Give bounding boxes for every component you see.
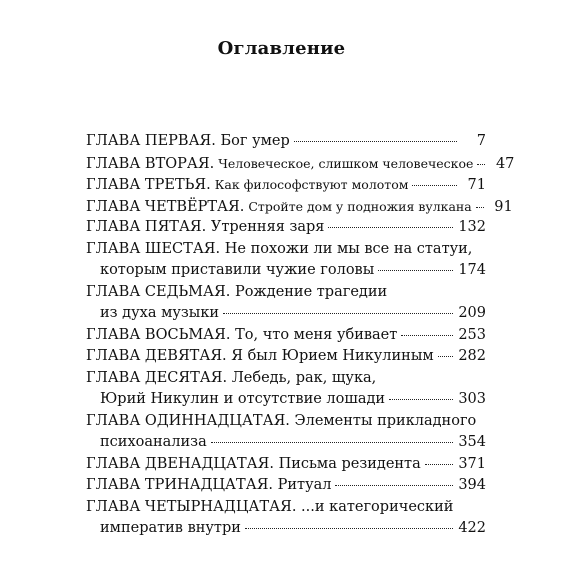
- toc-heading-continuation: [86, 303, 219, 325]
- toc-line: [86, 497, 486, 519]
- chapter-title: Письма резидента: [278, 455, 421, 472]
- toc-entry: [86, 282, 486, 325]
- dot-leader: [389, 398, 453, 400]
- toc-entry: [86, 497, 486, 540]
- chapter-label: ГЛАВА ЧЕТВЁРТАЯ.: [86, 198, 245, 215]
- chapter-label: ГЛАВА ДВЕНАДЦАТАЯ.: [86, 455, 274, 472]
- toc-entry: [86, 131, 486, 153]
- dot-leader: [223, 312, 453, 314]
- chapter-title: психоанализа: [100, 434, 207, 450]
- chapter-label: ГЛАВА ТРЕТЬЯ.: [86, 177, 211, 193]
- toc-heading: [86, 131, 290, 153]
- chapter-title: Стройте дом у подножия вулкана: [248, 198, 472, 214]
- page-number: 132: [458, 219, 486, 235]
- chapter-title: Элементы прикладного: [294, 412, 477, 429]
- chapter-title: Бог умер: [220, 133, 290, 149]
- toc-line: [86, 389, 486, 411]
- toc-entry: [86, 475, 486, 497]
- page-number: 371: [458, 455, 486, 472]
- toc-line: [86, 454, 486, 476]
- page-number: 253: [458, 326, 486, 343]
- toc-entry: [86, 411, 486, 454]
- chapter-title: Утренняя заря: [210, 219, 325, 235]
- chapter-label: ГЛАВА ВТОРАЯ.: [86, 155, 215, 172]
- toc-line: [86, 432, 486, 454]
- dot-leader: [477, 163, 485, 165]
- chapter-title: Я был Юрием Никулиным: [231, 348, 434, 364]
- toc-line: [86, 346, 486, 368]
- toc-entry: [86, 196, 513, 218]
- toc-heading-continuation: [86, 432, 207, 454]
- chapter-title: которым приставили чужие головы: [100, 262, 375, 278]
- page-number: 7: [476, 133, 486, 149]
- toc-heading: [86, 497, 453, 519]
- toc-entry: [86, 239, 486, 282]
- toc-entry: [86, 153, 515, 175]
- chapter-title: Как философствуют молотом: [214, 177, 409, 192]
- chapter-title: императив внутри: [100, 520, 241, 536]
- chapter-title: Человеческое, слишком человеческое: [218, 155, 474, 171]
- chapter-title: ...и категорический: [301, 498, 454, 515]
- chapter-label: ГЛАВА ТРИНАДЦАТАЯ.: [86, 477, 274, 493]
- page-number: 394: [458, 477, 486, 493]
- toc-entry: [86, 454, 486, 476]
- toc-heading: [86, 217, 324, 239]
- dot-leader: [401, 334, 453, 336]
- toc-heading: [86, 368, 376, 390]
- chapter-title: Рождение трагедии: [234, 283, 388, 300]
- table-of-contents: [86, 131, 515, 540]
- chapter-label: ГЛАВА ДЕСЯТАЯ.: [86, 369, 228, 386]
- toc-line: [86, 282, 486, 304]
- toc-line: [86, 174, 486, 196]
- dot-leader: [425, 463, 454, 465]
- page-number: 71: [467, 177, 486, 193]
- toc-heading-continuation: [86, 260, 374, 282]
- dot-leader: [335, 484, 453, 486]
- dot-leader: [211, 441, 454, 443]
- toc-line: [86, 131, 486, 153]
- page-number: 91: [494, 198, 513, 215]
- toc-line: [86, 518, 486, 540]
- toc-line: [86, 196, 513, 218]
- dot-leader: [328, 226, 453, 228]
- toc-entry: [86, 368, 486, 411]
- toc-heading-continuation: [86, 389, 385, 411]
- dot-leader: [245, 527, 453, 529]
- toc-entry: [86, 346, 486, 368]
- toc-line: [86, 303, 486, 325]
- chapter-title: То, что меня убивает: [235, 326, 398, 343]
- chapter-title: Юрий Никулин и отсутствие лошади: [100, 391, 386, 407]
- page-number: 209: [458, 305, 486, 321]
- toc-line: [86, 153, 515, 175]
- toc-heading: [86, 411, 476, 433]
- toc-line: [86, 239, 486, 261]
- toc-line: [86, 411, 486, 433]
- toc-heading: [86, 454, 421, 476]
- dot-leader: [412, 184, 457, 186]
- toc-entry: [86, 217, 486, 239]
- dot-leader: [378, 269, 453, 271]
- toc-line: [86, 260, 486, 282]
- chapter-label: ГЛАВА ДЕВЯТАЯ.: [86, 348, 227, 364]
- chapter-label: ГЛАВА ПЯТАЯ.: [86, 219, 207, 235]
- chapter-title: Лебедь, рак, щука,: [231, 369, 377, 386]
- toc-line: [86, 475, 486, 497]
- chapter-label: ГЛАВА ОДИННАДЦАТАЯ.: [86, 412, 290, 429]
- toc-heading: [86, 196, 472, 219]
- toc-heading: [86, 239, 472, 261]
- page-number: 174: [458, 262, 486, 278]
- page-title: Оглавление: [217, 38, 346, 59]
- page-number: 282: [458, 348, 486, 364]
- toc-entry: [86, 174, 486, 196]
- chapter-label: ГЛАВА ВОСЬМАЯ.: [86, 326, 231, 343]
- toc-heading: [86, 475, 331, 497]
- page-number: 303: [458, 391, 486, 407]
- toc-heading: [86, 325, 397, 347]
- toc-line: [86, 368, 486, 390]
- toc-heading: [86, 174, 408, 197]
- toc-heading: [86, 346, 434, 368]
- chapter-label: ГЛАВА СЕДЬМАЯ.: [86, 283, 231, 300]
- page-number: 422: [458, 520, 486, 536]
- dot-leader: [476, 206, 484, 208]
- chapter-label: ГЛАВА ШЕСТАЯ.: [86, 240, 221, 257]
- dot-leader: [294, 140, 457, 142]
- toc-heading: [86, 282, 387, 304]
- page-number: 354: [458, 434, 486, 450]
- chapter-title: из духа музыки: [100, 305, 220, 321]
- toc-line: [86, 325, 486, 347]
- chapter-title: Не похожи ли мы все на статуи,: [224, 240, 473, 257]
- toc-heading-continuation: [86, 518, 241, 540]
- chapter-label: ГЛАВА ПЕРВАЯ.: [86, 133, 216, 149]
- chapter-label: ГЛАВА ЧЕТЫРНАДЦАТАЯ.: [86, 498, 297, 515]
- dot-leader: [438, 355, 454, 357]
- toc-heading: [86, 153, 473, 176]
- toc-line: [86, 217, 486, 239]
- toc-entry: [86, 325, 486, 347]
- page-number: 47: [495, 155, 515, 172]
- chapter-title: Ритуал: [277, 477, 332, 493]
